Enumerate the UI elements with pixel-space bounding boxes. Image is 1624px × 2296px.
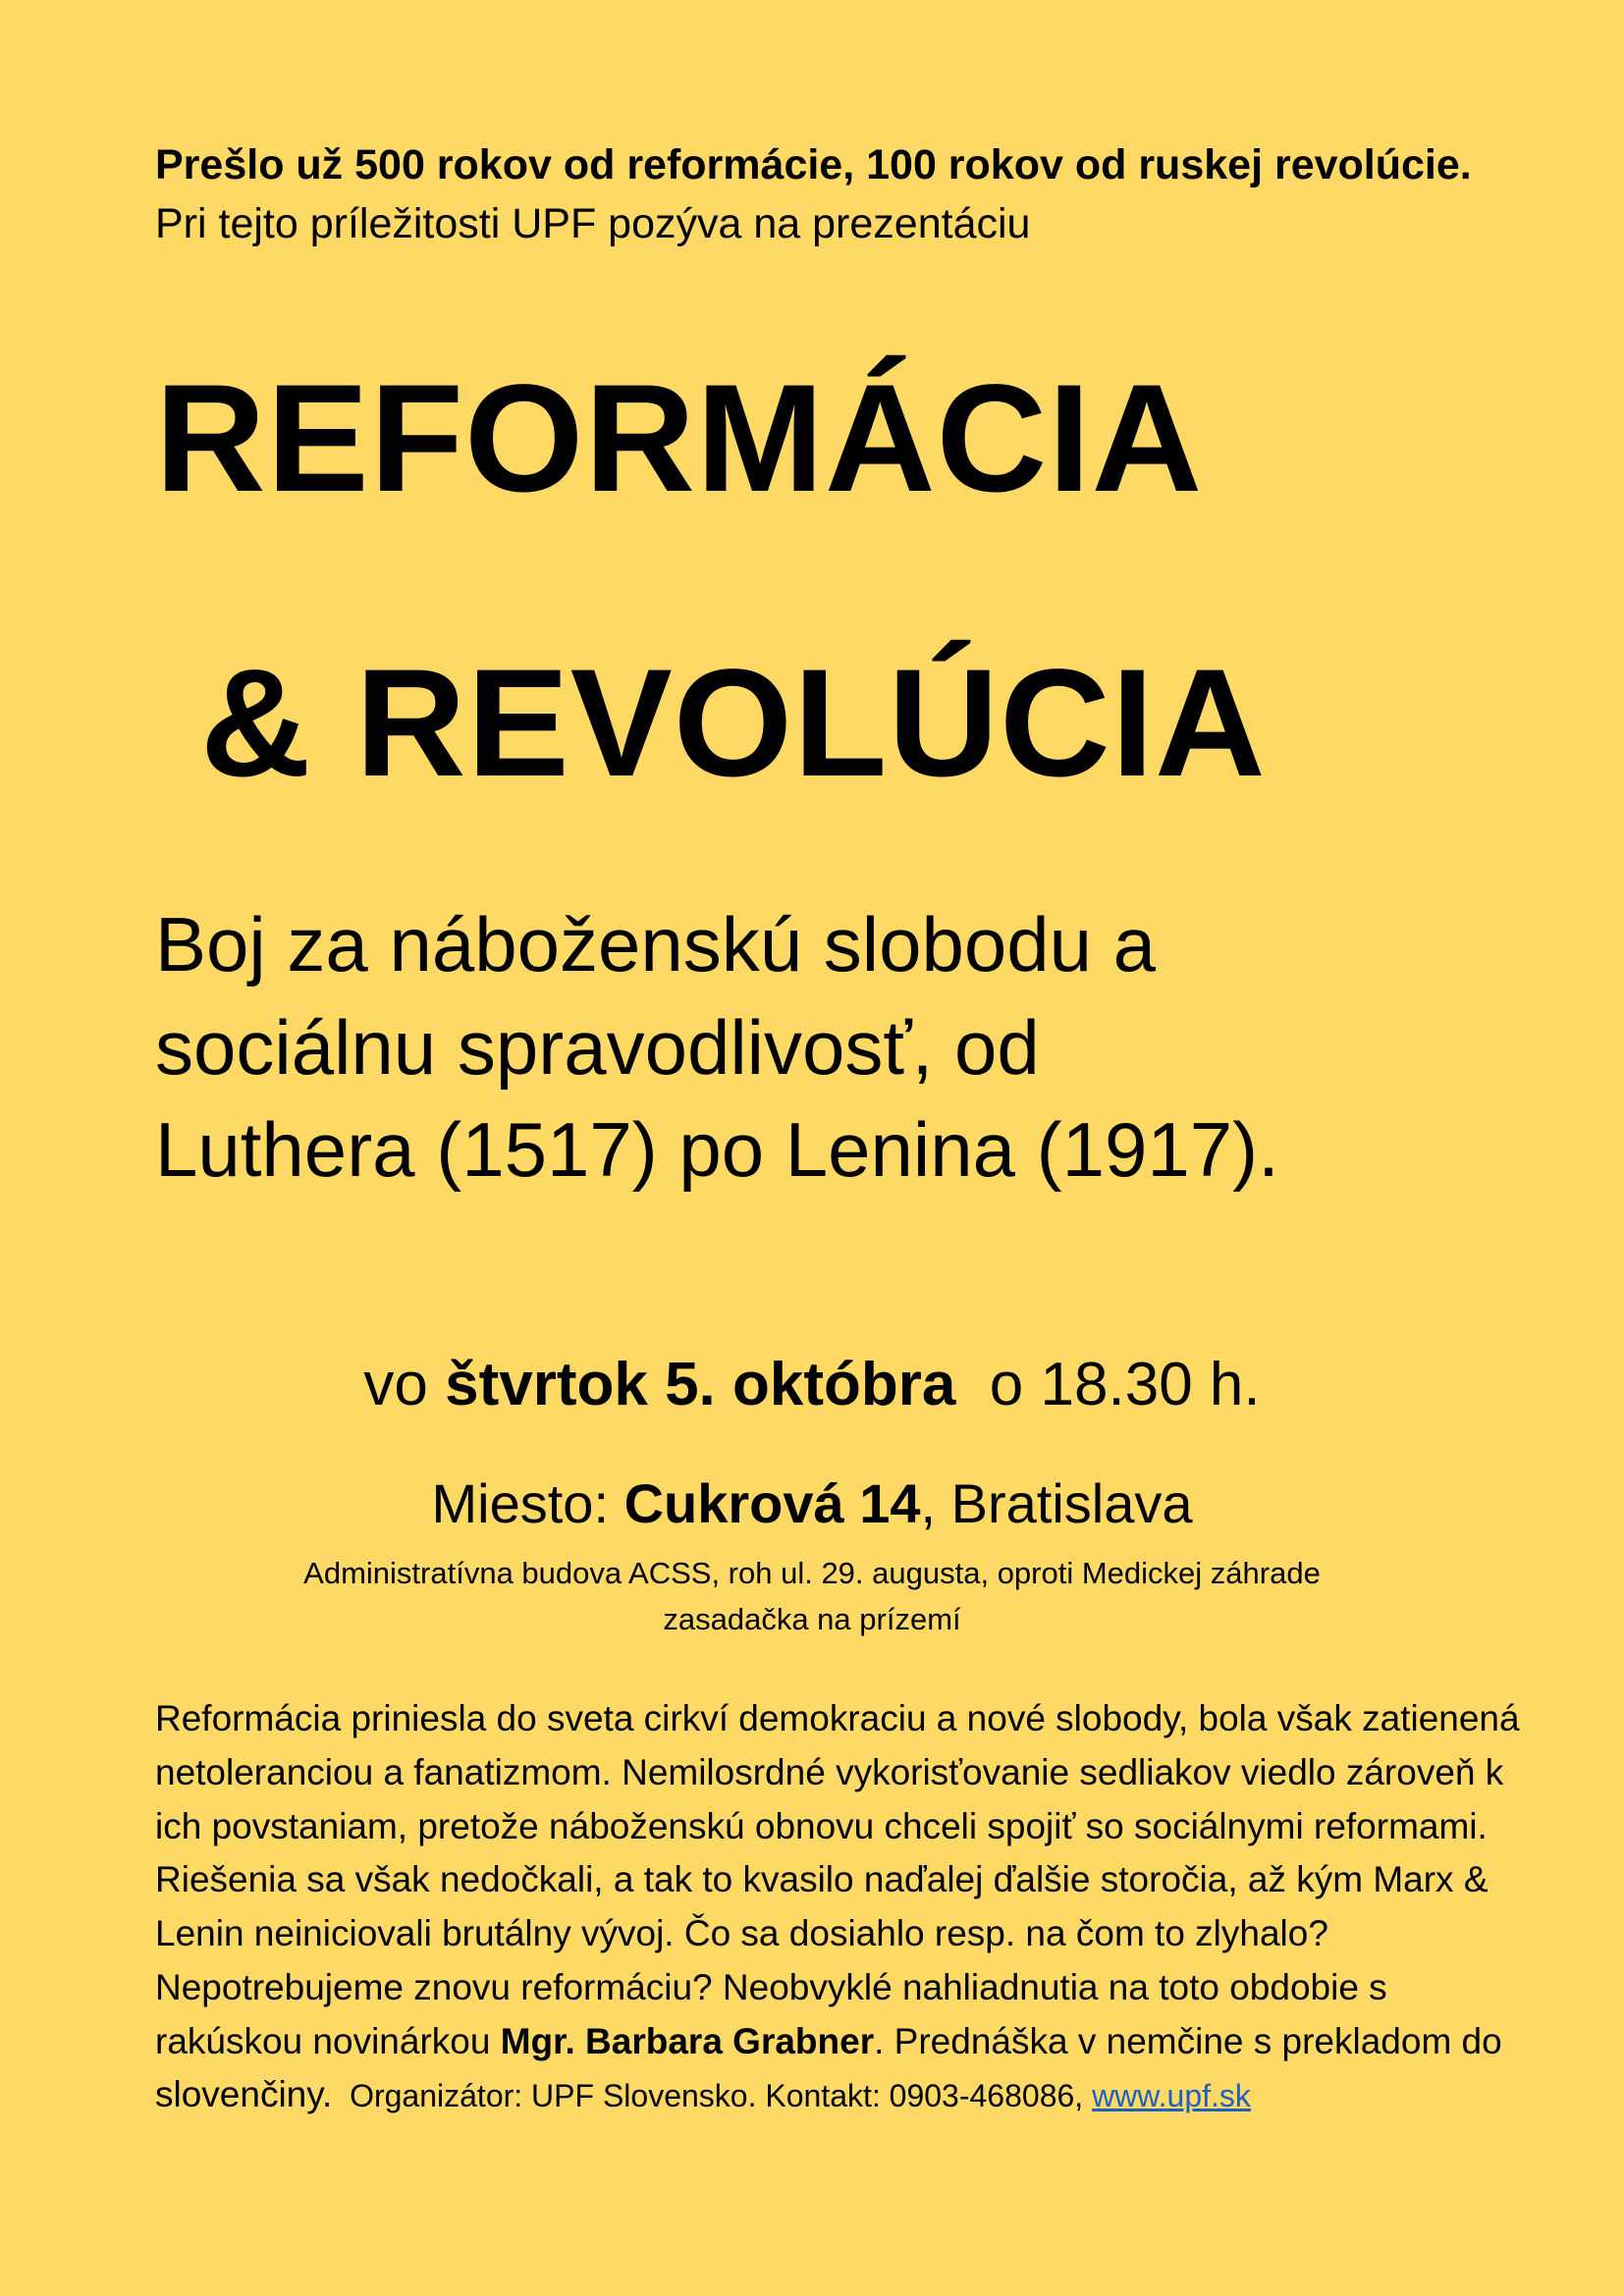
intro-bold: Prešlo už 500 rokov od reformácie, 100 rokov od ruskej revolúcie.	[155, 141, 1472, 188]
intro-rest: Pri tejto príležitosti UPF pozýva na prezentáciu	[155, 200, 1031, 248]
place-detail-1: Administratívna budova ACSS, roh ul. 29. augusta, oproti Medickej záhrade	[303, 1556, 1321, 1590]
event-date	[0, 1349, 1624, 1421]
place-city: , Bratislava	[920, 1472, 1193, 1534]
place-street: Cukrová 14	[623, 1472, 921, 1534]
description-part-1: Reformácia priniesla do sveta cirkví demokraciu a nové slobody, bola však zatienená netoleranciou a fanatizmom. Nemilosrdné vykorisťovanie sedliakov viedlo zároveň k ich povstaniam, pretože náboženskú obnovu chceli spojiť so sociálnymi reformami. Riešenia sa však nedočkali, a tak to kvasilo naďalej ďalšie storočia, až kým Marx & Lenin neiniciovali brutálny vývoj. Čo sa dosiahlo resp. na čom to zlyhalo? Nepotrebujeme znovu reformáciu? Neobvyklé nahliadnutia na toto obdobie s rakúskou novinárkou	[155, 1698, 1520, 2061]
organizer-contact: Organizátor: UPF Slovensko. Kontakt: 0903-468086,	[332, 2078, 1093, 2114]
title-line-2: & REVOLÚCIA	[200, 638, 1267, 809]
speaker-name: Mgr. Barbara Grabner	[500, 2020, 875, 2061]
place-label: Miesto:	[431, 1472, 624, 1534]
website-link[interactable]: www.upf.sk	[1092, 2078, 1251, 2114]
intro-text	[155, 135, 1530, 253]
subtitle-line-2: sociálnu spravodlivosť, od	[155, 1003, 1040, 1091]
description-part-2: . Prednáška v nemčine s prekladom do slovenčiny.	[155, 2020, 1502, 2115]
subtitle-line-1: Boj za náboženskú slobodu a	[155, 901, 1157, 988]
description	[155, 1692, 1520, 2122]
title-line-1: REFORMÁCIA	[155, 353, 1204, 524]
subtitle-line-3: Luthera (1517) po Lenina (1917).	[155, 1106, 1279, 1194]
place-details	[0, 1551, 1624, 1642]
place-detail-2: zasadačka na prízemí	[663, 1601, 961, 1636]
event-day: štvrtok 5. októbra	[445, 1351, 956, 1418]
event-prefix: vo	[363, 1351, 446, 1418]
event-time: o 18.30 h.	[955, 1351, 1261, 1418]
event-place	[0, 1470, 1624, 1536]
subtitle	[155, 893, 1549, 1201]
